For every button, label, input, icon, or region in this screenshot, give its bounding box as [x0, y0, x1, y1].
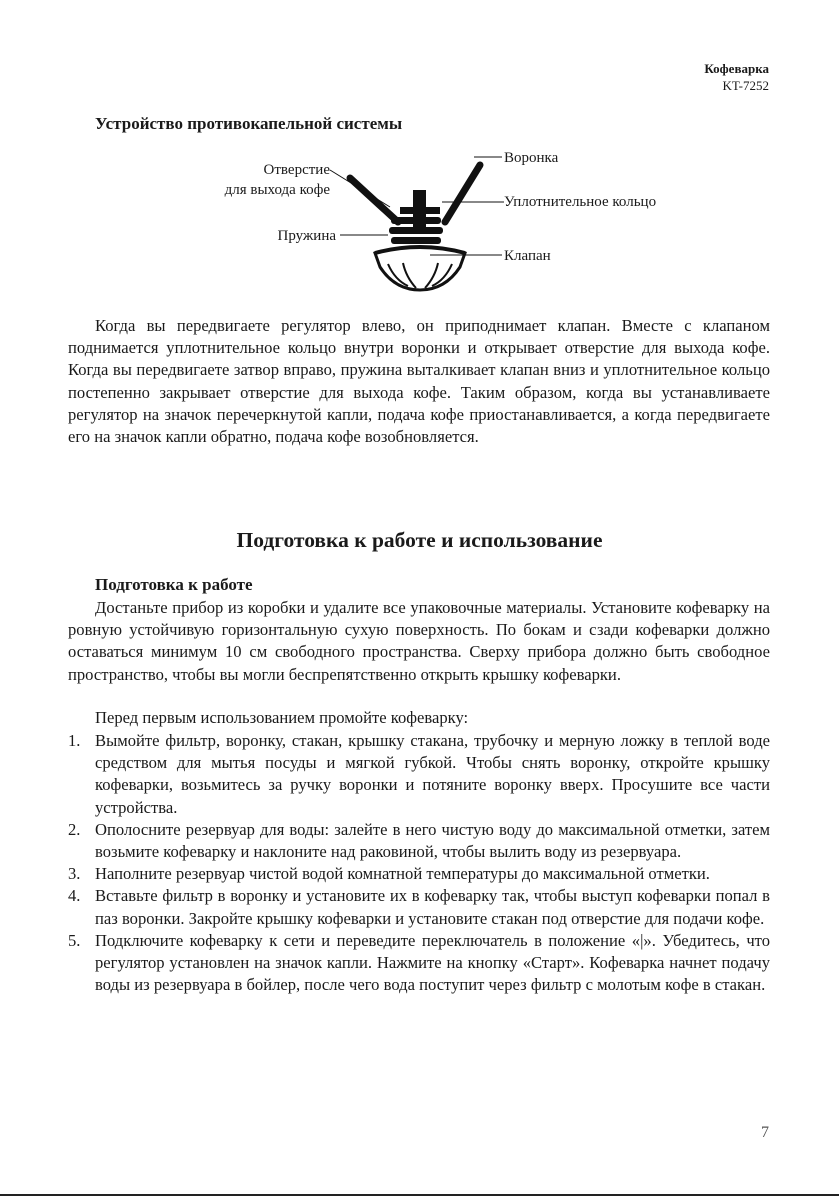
step-text: Подключите кофеварку к сети и переведите переключатель в положение «|». Убедитесь, что регулятор установлен на значок капли. Нажмите на кнопку «Старт». Кофеварка начнет подачу воды из резервуара в бойлер, после чего вода поступит через фильтр с молотым кофе в стакан. — [95, 930, 770, 995]
subsection-title-preparation: Подготовка к работе — [95, 575, 253, 594]
label-funnel: Воронка — [504, 150, 559, 166]
model-number: KT-7252 — [722, 78, 769, 93]
product-name: Кофеварка — [704, 61, 769, 76]
anti-drip-paragraph: Когда вы передвигаете регулятор влево, он приподнимает клапан. Вместе с клапаном поднимается уплотнительное кольцо внутри воронки и открывает отверстие для выхода кофе. Когда вы передвигаете затвор вправо, пружина выталкивает клапан вниз и уплотнительное кольцо постепенно закрывает отверстие для выхода кофе. Таким образом, когда вы устанавливаете регулятор на значок перечеркнутой капли, подача кофе приостанавливается, а когда передвигаете его на значок капли обратно, подача кофе возобновляется. — [68, 316, 770, 447]
step-text: Ополосните резервуар для воды: залейте в него чистую воду до максимальной отметки, затем возьмите кофеварку и наклоните над раковиной, чтобы вылить воду из резервуара. — [95, 819, 770, 862]
seal-ring — [400, 207, 440, 214]
funnel-left-arm — [350, 178, 398, 222]
step-item — [68, 930, 770, 997]
step-text: Наполните резервуар чистой водой комнатной температуры до максимальной отметки. — [95, 864, 710, 884]
anti-drip-diagram — [190, 145, 710, 300]
step-number: 4. — [68, 886, 81, 906]
first-use-intro: Перед первым использованием промойте кофеварку: — [95, 708, 469, 727]
label-seal-ring: Уплотнительное кольцо — [504, 194, 657, 210]
preparation-paragraph: Достаньте прибор из коробки и удалите все упаковочные материалы. Установите кофеварку на ровную устойчивую горизонтальную сухую поверхность. По бокам и сзади кофеварки должно оставаться минимум 10 см свободного пространства. Сверху прибора должно быть свободное пространство, чтобы вы могли беспрепятственно открыть крышку кофеварки. — [68, 598, 770, 684]
page-header — [704, 60, 769, 94]
first-use-steps — [68, 730, 770, 996]
step-text: Вставьте фильтр в воронку и установите их в кофеварку так, чтобы выступ кофеварки попал в паз воронки. Закройте крышку кофеварки и установите стакан под отверстие для подачи кофе. — [95, 886, 770, 928]
label-valve: Клапан — [504, 248, 551, 264]
step-item — [68, 885, 770, 929]
anti-drip-diagram-svg — [190, 145, 710, 300]
step-item — [68, 730, 770, 819]
spring-icon — [389, 217, 443, 244]
label-outlet-line1: Отверстие — [263, 162, 330, 178]
step-item — [68, 863, 770, 885]
funnel-right-arm — [445, 165, 480, 222]
step-item — [68, 819, 770, 863]
section-title-anti-drip: Устройство противокапельной системы — [95, 114, 403, 133]
valve-bowl-icon — [375, 247, 465, 290]
step-number: 3. — [68, 864, 81, 884]
step-number: 5. — [68, 930, 81, 950]
leader-outlet — [330, 170, 390, 207]
step-number: 1. — [68, 731, 81, 750]
page-number: 7 — [761, 1124, 769, 1141]
step-text: Вымойте фильтр, воронку, стакан, крышку стакана, трубочку и мерную ложку в теплой воде средством для мытья посуды и мягкой губкой. Чтобы снять воронку, откройте крышку кофеварки, возьмитесь за ручку воронки и потяните воронку вверх. Просушите все части устройства. — [95, 731, 770, 817]
label-spring: Пружина — [277, 228, 336, 244]
step-number: 2. — [68, 819, 81, 839]
label-outlet-line2: для выхода кофе — [224, 182, 330, 198]
section-title-preparation: Подготовка к работе и использование — [236, 528, 603, 552]
